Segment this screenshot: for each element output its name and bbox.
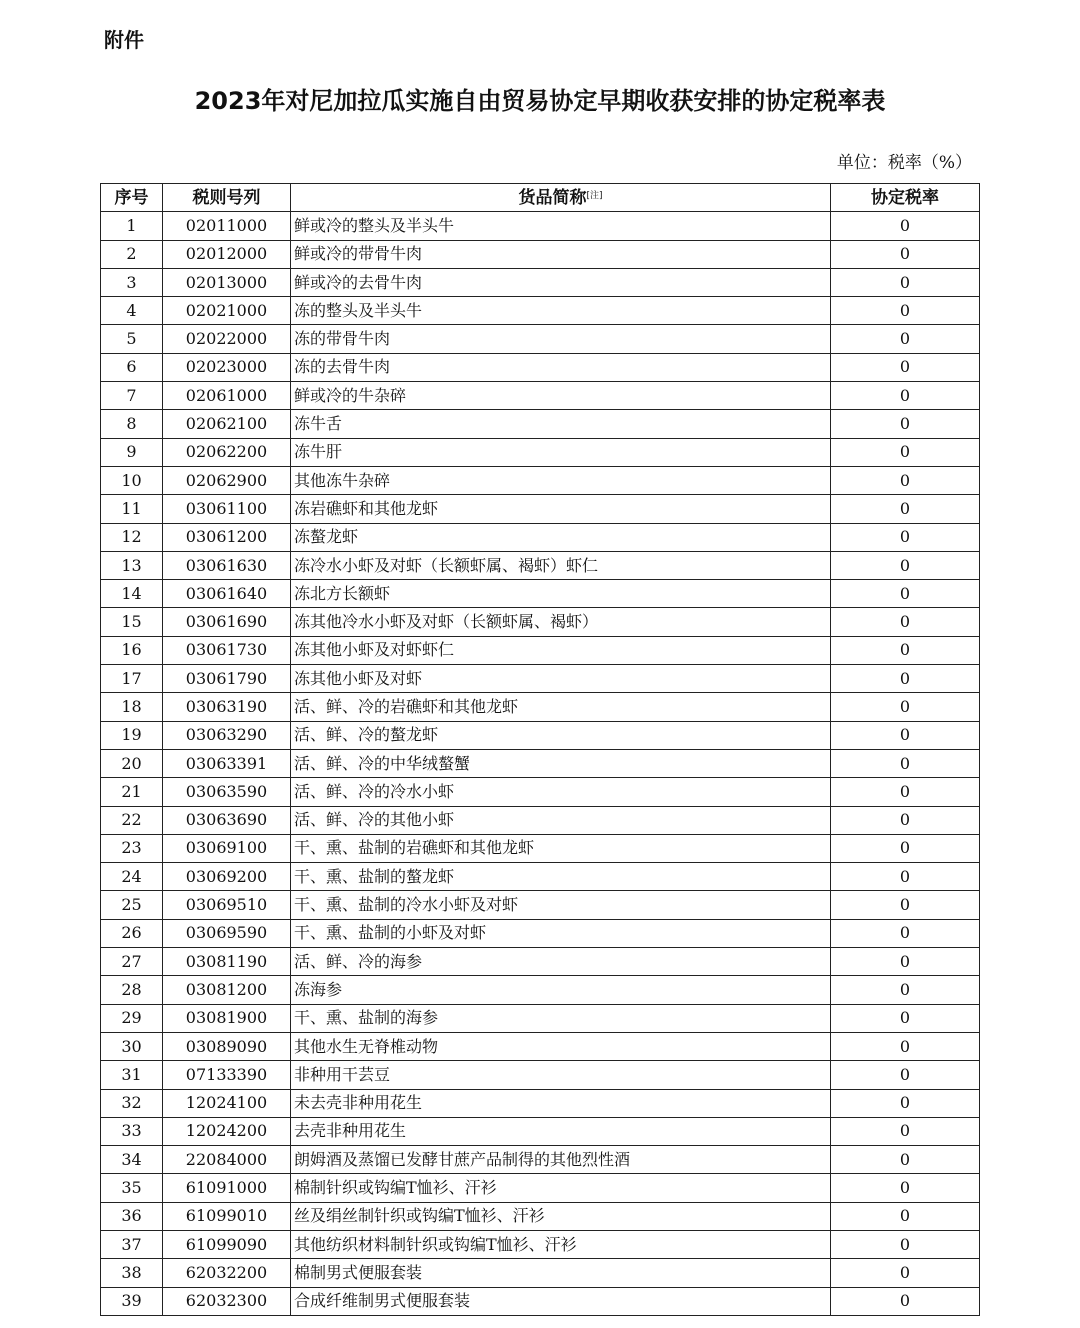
- column-header-name-label: 货品简称: [518, 187, 587, 208]
- row-tariff-code: 02062900: [163, 466, 291, 494]
- row-tariff-code: 03061730: [163, 636, 291, 664]
- row-rate: 0: [831, 806, 980, 834]
- row-number: 13: [101, 551, 163, 579]
- page-title: 2023年对尼加拉瓜实施自由贸易协定早期收获安排的协定税率表: [194, 87, 886, 115]
- row-product-name: 鲜或冷的带骨牛肉: [291, 240, 831, 268]
- row-number: 24: [101, 863, 163, 891]
- table-row: [101, 1032, 980, 1060]
- row-product-name: 冻岩礁虾和其他龙虾: [291, 495, 831, 523]
- row-tariff-code: 02062200: [163, 438, 291, 466]
- table-header-row: [101, 184, 980, 212]
- row-rate: 0: [831, 438, 980, 466]
- row-rate: 0: [831, 382, 980, 410]
- row-tariff-code: 61099010: [163, 1202, 291, 1230]
- row-number: 6: [101, 353, 163, 381]
- row-product-name: 其他纺织材料制针织或钩编T恤衫、汗衫: [291, 1230, 831, 1258]
- row-tariff-code: 03061100: [163, 495, 291, 523]
- table-row: [101, 495, 980, 523]
- row-number: 21: [101, 778, 163, 806]
- row-product-name: 干、熏、盐制的螯龙虾: [291, 863, 831, 891]
- row-number: 37: [101, 1230, 163, 1258]
- row-rate: 0: [831, 948, 980, 976]
- row-tariff-code: 03061640: [163, 580, 291, 608]
- table-row: [101, 976, 980, 1004]
- row-number: 7: [101, 382, 163, 410]
- row-product-name: 冻的带骨牛肉: [291, 325, 831, 353]
- row-tariff-code: 62032200: [163, 1259, 291, 1287]
- row-rate: 0: [831, 1146, 980, 1174]
- attachment-label: 附件: [104, 28, 144, 52]
- row-tariff-code: 22084000: [163, 1146, 291, 1174]
- table-row: [101, 636, 980, 664]
- row-number: 19: [101, 721, 163, 749]
- row-tariff-code: 03081900: [163, 1004, 291, 1032]
- row-product-name: 棉制男式便服套装: [291, 1259, 831, 1287]
- row-rate: 0: [831, 466, 980, 494]
- row-number: 34: [101, 1146, 163, 1174]
- row-number: 18: [101, 693, 163, 721]
- row-rate: 0: [831, 1089, 980, 1117]
- table-row: [101, 1287, 980, 1315]
- table-row: [101, 749, 980, 777]
- row-number: 10: [101, 466, 163, 494]
- table-row: [101, 721, 980, 749]
- table-body: [101, 212, 980, 1316]
- row-product-name: 其他冻牛杂碎: [291, 466, 831, 494]
- row-product-name: 活、鲜、冷的中华绒螯蟹: [291, 749, 831, 777]
- table-row: [101, 608, 980, 636]
- row-tariff-code: 02023000: [163, 353, 291, 381]
- row-tariff-code: 03061690: [163, 608, 291, 636]
- row-tariff-code: 03063391: [163, 749, 291, 777]
- row-product-name: 鲜或冷的整头及半头牛: [291, 212, 831, 240]
- row-rate: 0: [831, 693, 980, 721]
- row-rate: 0: [831, 1259, 980, 1287]
- row-number: 11: [101, 495, 163, 523]
- row-rate: 0: [831, 1117, 980, 1145]
- row-number: 15: [101, 608, 163, 636]
- row-rate: 0: [831, 608, 980, 636]
- table-row: [101, 466, 980, 494]
- row-product-name: 去壳非种用花生: [291, 1117, 831, 1145]
- row-number: 38: [101, 1259, 163, 1287]
- row-rate: 0: [831, 919, 980, 947]
- table-row: [101, 1146, 980, 1174]
- table-row: [101, 268, 980, 296]
- table-row: [101, 1174, 980, 1202]
- row-tariff-code: 03081190: [163, 948, 291, 976]
- row-rate: 0: [831, 834, 980, 862]
- row-tariff-code: 03069100: [163, 834, 291, 862]
- row-rate: 0: [831, 495, 980, 523]
- row-number: 8: [101, 410, 163, 438]
- row-tariff-code: 03069200: [163, 863, 291, 891]
- row-rate: 0: [831, 240, 980, 268]
- row-product-name: 棉制针织或钩编T恤衫、汗衫: [291, 1174, 831, 1202]
- row-tariff-code: 03061200: [163, 523, 291, 551]
- table-row: [101, 1004, 980, 1032]
- row-product-name: 其他水生无脊椎动物: [291, 1032, 831, 1060]
- table-row: [101, 806, 980, 834]
- row-number: 2: [101, 240, 163, 268]
- row-product-name: 活、鲜、冷的海参: [291, 948, 831, 976]
- table-row: [101, 382, 980, 410]
- row-rate: 0: [831, 749, 980, 777]
- row-tariff-code: 03063290: [163, 721, 291, 749]
- row-rate: 0: [831, 976, 980, 1004]
- row-number: 26: [101, 919, 163, 947]
- table-row: [101, 523, 980, 551]
- row-number: 31: [101, 1061, 163, 1089]
- table-row: [101, 438, 980, 466]
- row-number: 22: [101, 806, 163, 834]
- row-number: 3: [101, 268, 163, 296]
- row-product-name: 活、鲜、冷的螯龙虾: [291, 721, 831, 749]
- row-product-name: 鲜或冷的去骨牛肉: [291, 268, 831, 296]
- row-tariff-code: 03069590: [163, 919, 291, 947]
- table-row: [101, 551, 980, 579]
- row-rate: 0: [831, 268, 980, 296]
- table-row: [101, 863, 980, 891]
- table-row: [101, 580, 980, 608]
- row-tariff-code: 03063590: [163, 778, 291, 806]
- row-number: 16: [101, 636, 163, 664]
- row-tariff-code: 02012000: [163, 240, 291, 268]
- column-header-code: 税则号列: [163, 184, 291, 212]
- row-product-name: 冻牛舌: [291, 410, 831, 438]
- row-number: 32: [101, 1089, 163, 1117]
- row-number: 33: [101, 1117, 163, 1145]
- table-row: [101, 1089, 980, 1117]
- row-rate: 0: [831, 325, 980, 353]
- row-rate: 0: [831, 721, 980, 749]
- table-row: [101, 1117, 980, 1145]
- row-product-name: 冻螯龙虾: [291, 523, 831, 551]
- row-product-name: 冻海参: [291, 976, 831, 1004]
- row-rate: 0: [831, 778, 980, 806]
- table-row: [101, 240, 980, 268]
- row-rate: 0: [831, 1230, 980, 1258]
- row-number: 35: [101, 1174, 163, 1202]
- row-product-name: 活、鲜、冷的冷水小虾: [291, 778, 831, 806]
- row-number: 9: [101, 438, 163, 466]
- row-product-name: 鲜或冷的牛杂碎: [291, 382, 831, 410]
- row-product-name: 干、熏、盐制的冷水小虾及对虾: [291, 891, 831, 919]
- row-tariff-code: 03063690: [163, 806, 291, 834]
- row-tariff-code: 03069510: [163, 891, 291, 919]
- row-number: 5: [101, 325, 163, 353]
- row-tariff-code: 07133390: [163, 1061, 291, 1089]
- table-row: [101, 665, 980, 693]
- row-tariff-code: 61099090: [163, 1230, 291, 1258]
- row-product-name: 冻牛肝: [291, 438, 831, 466]
- row-rate: 0: [831, 212, 980, 240]
- row-product-name: 未去壳非种用花生: [291, 1089, 831, 1117]
- row-number: 23: [101, 834, 163, 862]
- row-tariff-code: 03063190: [163, 693, 291, 721]
- row-tariff-code: 62032300: [163, 1287, 291, 1315]
- unit-label: 单位：税率（%）: [836, 153, 972, 173]
- row-product-name: 活、鲜、冷的其他小虾: [291, 806, 831, 834]
- row-number: 25: [101, 891, 163, 919]
- row-number: 12: [101, 523, 163, 551]
- row-tariff-code: 02062100: [163, 410, 291, 438]
- table-row: [101, 1202, 980, 1230]
- row-tariff-code: 02022000: [163, 325, 291, 353]
- row-number: 39: [101, 1287, 163, 1315]
- row-rate: 0: [831, 353, 980, 381]
- row-number: 1: [101, 212, 163, 240]
- row-rate: 0: [831, 1032, 980, 1060]
- row-rate: 0: [831, 580, 980, 608]
- row-product-name: 合成纤维制男式便服套装: [291, 1287, 831, 1315]
- row-product-name: 冻其他冷水小虾及对虾（长额虾属、褐虾）: [291, 608, 831, 636]
- row-number: 28: [101, 976, 163, 1004]
- row-number: 27: [101, 948, 163, 976]
- row-number: 14: [101, 580, 163, 608]
- row-rate: 0: [831, 665, 980, 693]
- row-tariff-code: 61091000: [163, 1174, 291, 1202]
- table-row: [101, 919, 980, 947]
- row-rate: 0: [831, 891, 980, 919]
- row-tariff-code: 02011000: [163, 212, 291, 240]
- row-product-name: 干、熏、盐制的海参: [291, 1004, 831, 1032]
- row-rate: 0: [831, 1061, 980, 1089]
- row-number: 4: [101, 297, 163, 325]
- row-rate: 0: [831, 1004, 980, 1032]
- column-header-note: [注]: [586, 190, 603, 201]
- column-header-no: 序号: [101, 184, 163, 212]
- table-row: [101, 891, 980, 919]
- table-row: [101, 353, 980, 381]
- row-rate: 0: [831, 1202, 980, 1230]
- table-row: [101, 325, 980, 353]
- row-rate: 0: [831, 1174, 980, 1202]
- table-row: [101, 693, 980, 721]
- row-product-name: 冻其他小虾及对虾: [291, 665, 831, 693]
- row-product-name: 冻的整头及半头牛: [291, 297, 831, 325]
- table-row: [101, 212, 980, 240]
- column-header-rate: 协定税率: [831, 184, 980, 212]
- row-rate: 0: [831, 636, 980, 664]
- row-tariff-code: 02021000: [163, 297, 291, 325]
- row-tariff-code: 03089090: [163, 1032, 291, 1060]
- table-row: [101, 834, 980, 862]
- row-rate: 0: [831, 863, 980, 891]
- row-product-name: 丝及绢丝制针织或钩编T恤衫、汗衫: [291, 1202, 831, 1230]
- table-row: [101, 1259, 980, 1287]
- row-rate: 0: [831, 523, 980, 551]
- table-row: [101, 948, 980, 976]
- row-tariff-code: 02061000: [163, 382, 291, 410]
- row-product-name: 冻其他小虾及对虾虾仁: [291, 636, 831, 664]
- row-number: 17: [101, 665, 163, 693]
- row-product-name: 活、鲜、冷的岩礁虾和其他龙虾: [291, 693, 831, 721]
- row-tariff-code: 12024200: [163, 1117, 291, 1145]
- row-tariff-code: 03061790: [163, 665, 291, 693]
- row-number: 20: [101, 749, 163, 777]
- row-product-name: 干、熏、盐制的小虾及对虾: [291, 919, 831, 947]
- row-tariff-code: 12024100: [163, 1089, 291, 1117]
- row-number: 36: [101, 1202, 163, 1230]
- row-number: 29: [101, 1004, 163, 1032]
- row-rate: 0: [831, 297, 980, 325]
- row-product-name: 朗姆酒及蒸馏已发酵甘蔗产品制得的其他烈性酒: [291, 1146, 831, 1174]
- tariff-table: [100, 183, 980, 1316]
- row-rate: 0: [831, 551, 980, 579]
- table-row: [101, 778, 980, 806]
- table-row: [101, 297, 980, 325]
- row-number: 30: [101, 1032, 163, 1060]
- table-row: [101, 1230, 980, 1258]
- row-tariff-code: 02013000: [163, 268, 291, 296]
- column-header-name: [291, 184, 831, 212]
- table-row: [101, 1061, 980, 1089]
- row-product-name: 非种用干芸豆: [291, 1061, 831, 1089]
- row-tariff-code: 03061630: [163, 551, 291, 579]
- row-tariff-code: 03081200: [163, 976, 291, 1004]
- row-product-name: 冻冷水小虾及对虾（长额虾属、褐虾）虾仁: [291, 551, 831, 579]
- row-rate: 0: [831, 410, 980, 438]
- row-product-name: 冻的去骨牛肉: [291, 353, 831, 381]
- row-product-name: 干、熏、盐制的岩礁虾和其他龙虾: [291, 834, 831, 862]
- row-product-name: 冻北方长额虾: [291, 580, 831, 608]
- table-row: [101, 410, 980, 438]
- row-rate: 0: [831, 1287, 980, 1315]
